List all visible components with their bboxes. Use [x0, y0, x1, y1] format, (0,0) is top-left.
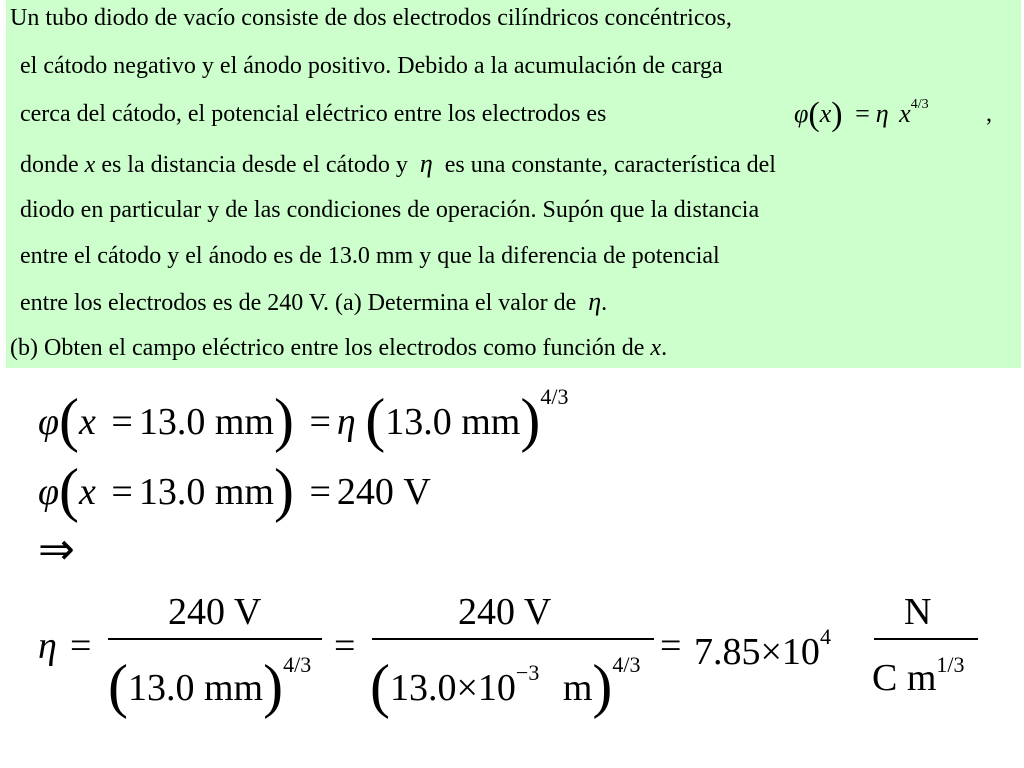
problem-line-6: entre el cátodo y el ánodo es de 13.0 mm y que la diferencia de potencial — [20, 243, 720, 269]
equals-3: = — [660, 625, 682, 667]
formula-close-paren: ) — [831, 96, 843, 133]
eta-result-value: $7.85\times 10^4$ — [694, 624, 831, 673]
problem-line-4: donde x es la distancia desde el cátodo y η es una constante, característica del — [20, 149, 776, 178]
potential-formula — [794, 96, 929, 134]
eta-symbol: η — [38, 625, 57, 667]
fraction-2-denominator: ($13.0\times 10^{-3}$ m)$^{4/3}$ — [370, 652, 641, 719]
solution-line-2: φ(x = 13.0 mm) = 240 V — [38, 457, 431, 523]
unit-denominator: C $m^{1/3}$ — [872, 652, 965, 699]
formula-phi: φ — [794, 99, 809, 128]
problem-line-8: (b) Obten el campo eléctrico entre los electrodos como función de x. — [10, 335, 668, 361]
problem-line-3: cerca del cátodo, el potencial eléctrico entre los electrodos es — [20, 101, 607, 127]
equals-1: = — [70, 625, 92, 667]
solution-line-1: φ(x = 13.0 mm) = η (13.0 mm)$^{4/3}$ — [38, 384, 569, 453]
problem-comma: , — [986, 101, 992, 127]
problem-line-1: Un tubo diodo de vacío consiste de dos electrodos cilíndricos concéntricos, — [10, 5, 732, 31]
formula-open-paren: ( — [808, 96, 820, 133]
formula-exponent: 4/3 — [910, 97, 929, 112]
fraction-2-bar — [372, 638, 654, 640]
fraction-2-numerator: 240 V — [458, 591, 552, 633]
fraction-1-bar — [108, 638, 322, 640]
formula-equals: = — [855, 99, 870, 128]
problem-statement-box — [6, 0, 1021, 368]
formula-xvar: x — [899, 99, 911, 128]
unit-fraction-bar — [874, 638, 978, 640]
fraction-1-numerator: 240 V — [168, 591, 262, 633]
implies-arrow: ⇒ — [38, 525, 75, 574]
formula-x: x — [819, 99, 832, 128]
equals-2: = — [334, 625, 356, 667]
formula-eta: η — [875, 99, 889, 128]
fraction-1-denominator: (13.0 mm)$^{4/3}$ — [108, 652, 312, 719]
problem-line-5: diodo en particular y de las condiciones de operación. Supón que la distancia — [20, 197, 760, 223]
unit-numerator: N — [904, 591, 932, 633]
problem-line-2: el cátodo negativo y el ánodo positivo. Debido a la acumulación de carga — [20, 53, 723, 79]
problem-line-7: entre los electrodos es de 240 V. (a) Determina el valor de η. — [20, 287, 608, 316]
